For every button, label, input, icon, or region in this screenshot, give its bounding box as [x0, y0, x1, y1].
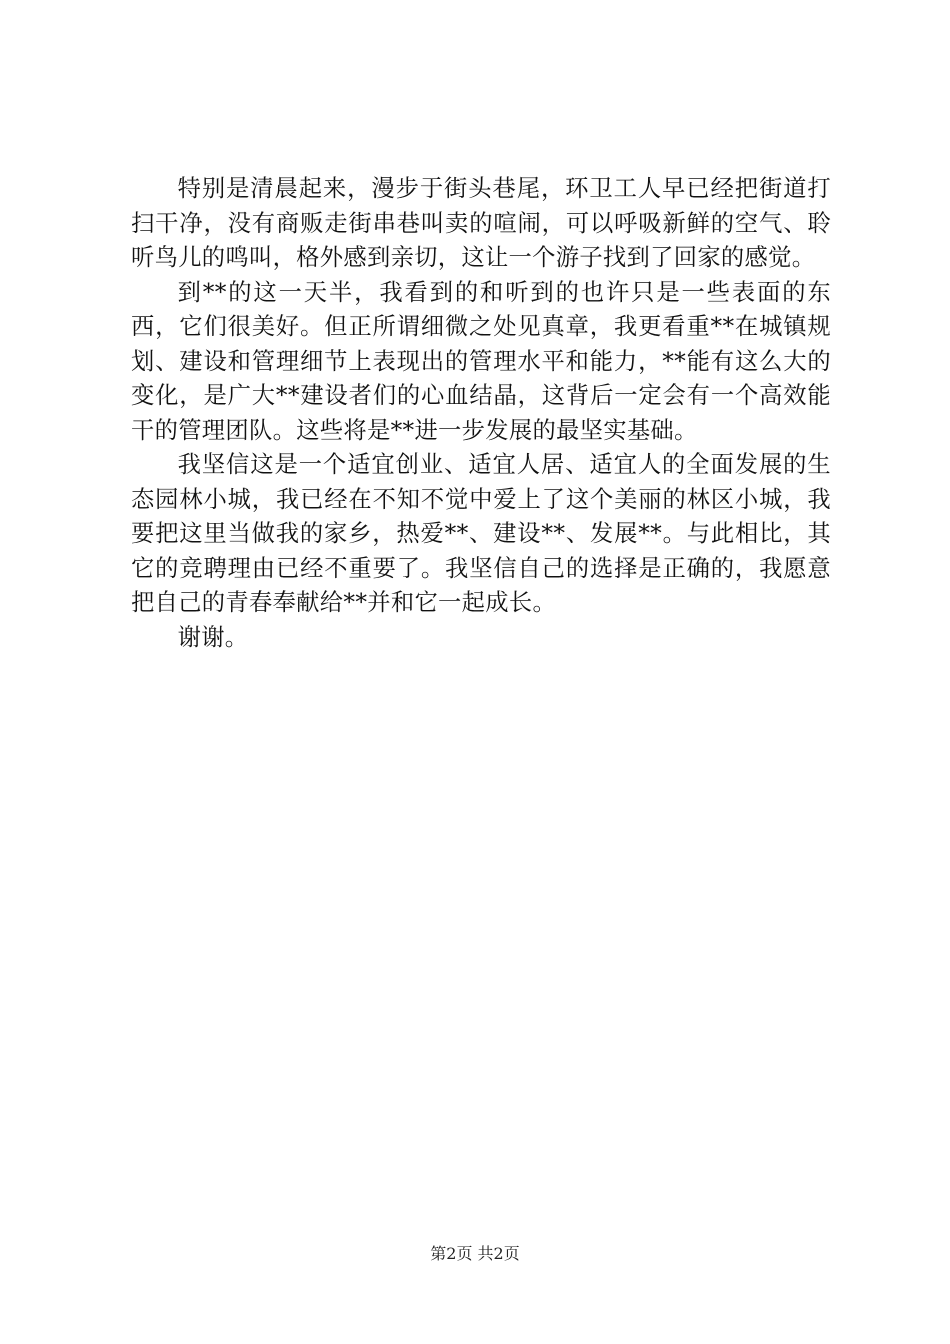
- paragraph-3: 我坚信这是一个适宜创业、适宜人居、适宜人的全面发展的生态园林小城，我已经在不知不觉中爱上了这个美丽的林区小城，我要把这里当做我的家乡，热爱**、建设**、发展**。与此相比，其它的竞聘理由已经不重要了。我坚信自己的选择是正确的，我愿意把自己的青春奉献给**并和它一起成长。: [131, 451, 831, 616]
- paragraph-1: 特别是清晨起来，漫步于街头巷尾，环卫工人早已经把街道打扫干净，没有商贩走街串巷叫卖的喧闹，可以呼吸新鲜的空气、聆听鸟儿的鸣叫，格外感到亲切，这让一个游子找到了回家的感觉。: [131, 175, 831, 271]
- paragraph-2: 到**的这一天半，我看到的和听到的也许只是一些表面的东西，它们很美好。但正所谓细微之处见真章，我更看重**在城镇规划、建设和管理细节上表现出的管理水平和能力，**能有这么大的变化，是广大**建设者们的心血结晶，这背后一定会有一个高效能干的管理团队。这些将是**进一步发展的最坚实基础。: [131, 278, 831, 444]
- paragraph-4: 谢谢。: [177, 623, 249, 651]
- document-body: [131, 172, 831, 655]
- page-number-footer: 第2页 共2页: [430, 1244, 520, 1263]
